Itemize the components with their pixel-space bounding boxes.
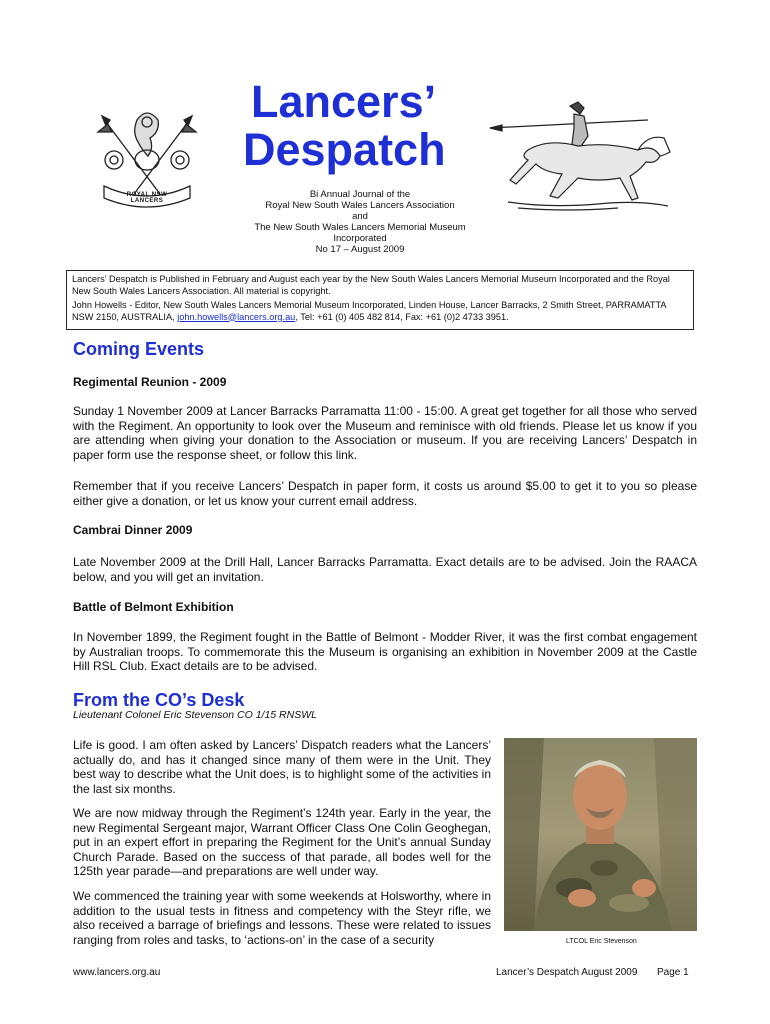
publication-notice: Lancers’ Despatch is Published in February and August each year by the New South Wales Lancers Memorial Museum Incorporated and the Royal New South Wales Lancers Association. All material is copyright. — [72, 274, 670, 296]
footer-page-number: Page 1 — [657, 967, 689, 978]
co-portrait-photo — [504, 738, 697, 931]
subtitle-line: Royal New South Wales Lancers Association — [265, 200, 455, 211]
subheading-cambrai-dinner: Cambrai Dinner 2009 — [73, 523, 193, 537]
co-paragraph-2: We are now midway through the Regiment’s 124th year. Early in the year, the new Regimental Sergeant major, Warrant Officer Class One Colin Geoghegan, put in an expert effort in preparing the Regiment for the Unit’s annual Sunday Church Parade. Based on the success of that parade, all bodes well for the 125th year parade—and preparations are well under way. — [73, 806, 491, 878]
subheading-regimental-reunion: Regimental Reunion - 2009 — [73, 375, 227, 389]
masthead-title-line2: Despatch — [243, 124, 446, 175]
footer-issue: Lancer’s Despatch August 2009 — [496, 967, 638, 978]
reunion-paragraph-2: Remember that if you receive Lancers’ Despatch in paper form, it costs us around $5.00 to get it to you so please either give a donation, or let us know your current email address. — [73, 479, 697, 508]
subtitle-line: and — [352, 211, 368, 222]
co-byline: Lieutenant Colonel Eric Stevenson CO 1/15 RNSWL — [73, 709, 317, 721]
belmont-paragraph: In November 1899, the Regiment fought in the Battle of Belmont - Modder River, it was the first combat engagement by Australian troops. To commemorate this the Museum is organising an exhibition in November 2009 at the Castle Hill RSL Club. Exact details are to be advised. — [73, 630, 697, 673]
masthead-title-line1: Lancers’ — [251, 76, 437, 127]
publication-info-box — [66, 270, 694, 330]
subtitle-line: Incorporated — [333, 233, 387, 244]
masthead-subtitle — [230, 189, 490, 255]
section-heading-co-desk: From the CO’s Desk — [73, 690, 245, 710]
photo-caption: LTCOL Eric Stevenson — [566, 938, 637, 945]
reunion-paragraph-1: Sunday 1 November 2009 at Lancer Barracks Parramatta 11:00 - 15:00. A great get together for all those who served with the Regiment. An opportunity to look over the Museum and reminisce with old friends. Please let us know if you are attending when giving your donation to the Association or museum. If you are receiving Lancers’ Despatch in paper form use the response sheet, or follow this link. — [73, 404, 697, 462]
co-paragraph-3: We commenced the training year with some weekends at Holsworthy, where in addition to the usual tests in fitness and competency with the Steyr rifle, we also received a barrage of briefings and lessons. These were related to issues ranging from roles and tasks, to ‘actions-on’ in the case of a security — [73, 889, 491, 947]
subheading-battle-of-belmont: Battle of Belmont Exhibition — [73, 600, 234, 614]
subtitle-line: Bi Annual Journal of the — [309, 189, 411, 200]
editor-contact-prefix: John Howells - Editor, New South Wales Lancers Memorial Museum Incorporated, Linden House, Lancer Barracks, 2 Smith Street, PARRAMATTA NSW 2150, AUSTRALIA, — [72, 300, 667, 322]
subtitle-line: No 17 – August 2009 — [315, 244, 405, 255]
regimental-crest-icon — [92, 102, 202, 214]
editor-contact — [72, 300, 688, 323]
editor-email-link[interactable]: john.howells@lancers.org.au — [177, 311, 296, 322]
section-heading-coming-events: Coming Events — [73, 339, 205, 359]
subtitle-line: The New South Wales Lancers Memorial Museum — [254, 222, 466, 233]
cambrai-paragraph: Late November 2009 at the Drill Hall, Lancer Barracks Parramatta. Exact details are to be advised. Join the RAACA below, and you will get an invitation. — [73, 555, 697, 584]
lancer-horseman-icon — [488, 98, 678, 213]
footer-website: www.lancers.org.au — [73, 967, 161, 978]
crest-scroll-text: ROYAL NSW LANCERS — [126, 192, 168, 204]
editor-contact-suffix: , Tel: +61 (0) 405 482 814, Fax: +61 (0)2 4733 3951. — [295, 311, 509, 322]
co-paragraph-1: Life is good. I am often asked by Lancers’ Dispatch readers what the Lancers’ actually do, and has it changed since many of them were in the Unit. They best way to describe what the Unit does, is to highlight some of the activities in the last six months. — [73, 738, 491, 796]
